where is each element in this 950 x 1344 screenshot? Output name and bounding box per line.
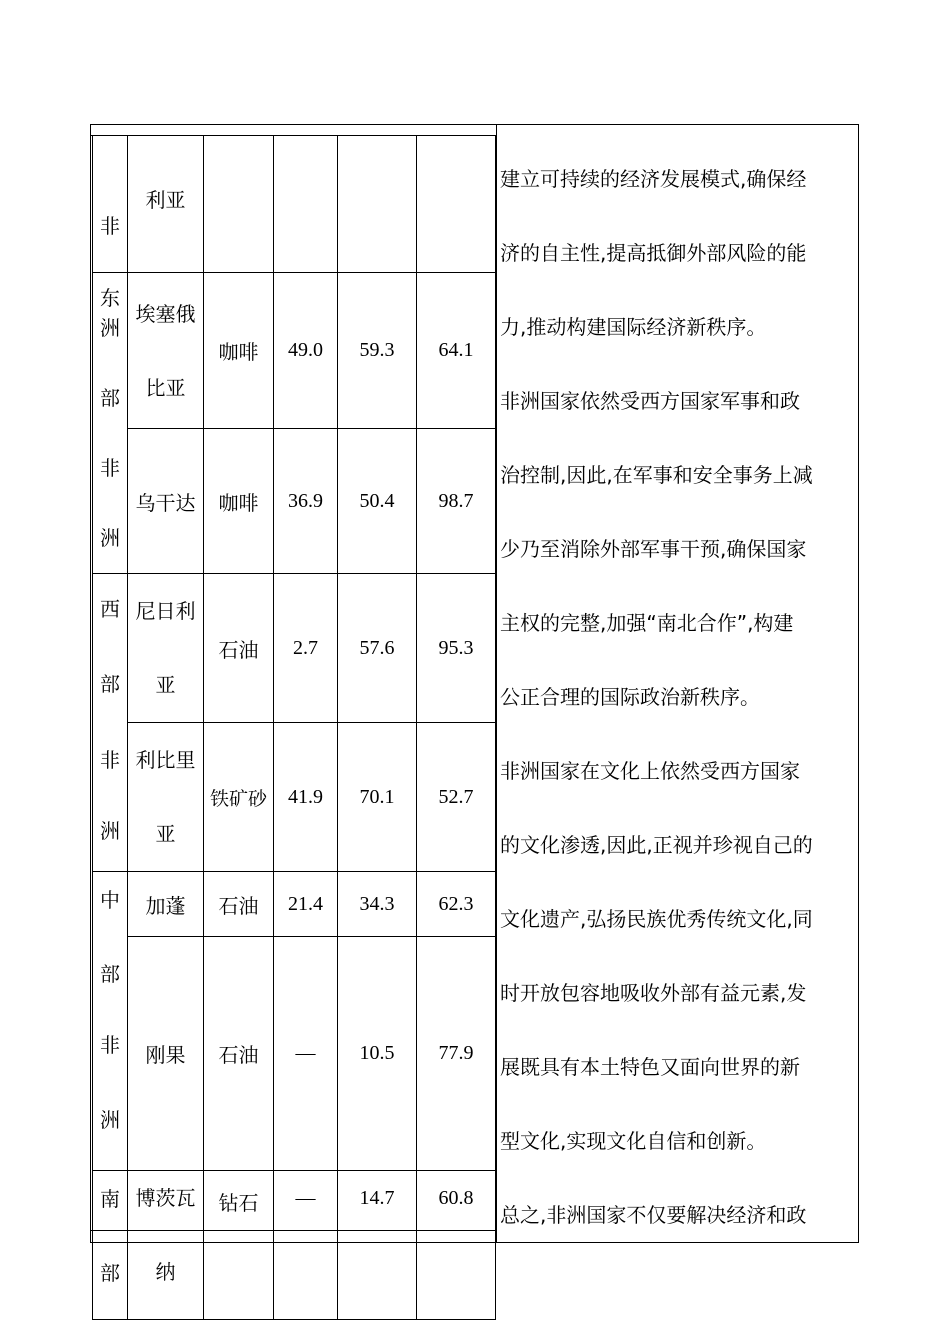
value-cell: — <box>274 937 338 1171</box>
text-line: 济的自主性,提高抵御外部风险的能 <box>500 241 807 265</box>
africa-export-table <box>92 135 496 1320</box>
region-cell-south <box>93 1171 128 1320</box>
value-cell: 62.3 <box>417 872 496 937</box>
region-char: 部 <box>100 672 120 696</box>
region-cell-central <box>93 872 128 1171</box>
table-row <box>93 273 496 429</box>
text-line: 力,推动构建国际经济新秩序。 <box>500 315 767 339</box>
value-cell: 77.9 <box>417 937 496 1171</box>
country-cell: 博茨瓦纳 <box>128 1171 204 1320</box>
text-line: 总之,非洲国家不仅要解决经济和政 <box>500 1203 807 1227</box>
commodity-cell: 钻石 <box>204 1171 274 1320</box>
value-cell: 95.3 <box>417 574 496 723</box>
value-cell: 49.0 <box>274 273 338 429</box>
value-cell: 57.6 <box>338 574 417 723</box>
commodity-cell: 铁矿砂 <box>204 723 274 872</box>
country-cell: 乌干达 <box>128 429 204 574</box>
country-cell: 利比里亚 <box>128 723 204 872</box>
region-cell-east-top <box>93 136 128 310</box>
region-char: 部 <box>100 386 120 410</box>
region-char: 部 <box>100 962 120 986</box>
commodity-cell: 石油 <box>204 574 274 723</box>
country-cell: 加蓬 <box>128 872 204 937</box>
commodity-cell: 石油 <box>204 872 274 937</box>
value-cell <box>274 136 338 273</box>
value-cell <box>338 136 417 273</box>
text-line: 公正合理的国际政治新秩序。 <box>500 685 760 709</box>
value-cell: 34.3 <box>338 872 417 937</box>
right-column-text <box>500 142 858 1252</box>
region-char: 中 <box>100 888 120 912</box>
country-cell: 刚果 <box>128 937 204 1171</box>
value-cell: 52.7 <box>417 723 496 872</box>
value-cell: 59.3 <box>338 273 417 429</box>
value-cell: 70.1 <box>338 723 417 872</box>
text-line: 时开放包容地吸收外部有益元素,发 <box>500 981 807 1005</box>
value-cell: 60.8 <box>417 1171 496 1320</box>
commodity-cell: 石油 <box>204 937 274 1171</box>
value-cell: 2.7 <box>274 574 338 723</box>
value-cell <box>417 136 496 273</box>
table-row <box>93 723 496 872</box>
text-line: 建立可持续的经济发展模式,确保经 <box>500 167 807 191</box>
country-cell: 利亚 <box>128 136 204 273</box>
value-cell: — <box>274 1171 338 1320</box>
country-cell: 尼日利亚 <box>128 574 204 723</box>
commodity-cell <box>204 136 274 273</box>
region-char: 洲 <box>100 1108 120 1132</box>
country-cell: 埃塞俄比亚 <box>128 273 204 429</box>
value-cell: 10.5 <box>338 937 417 1171</box>
table-row <box>93 574 496 723</box>
table-row <box>93 937 496 1171</box>
value-cell: 36.9 <box>274 429 338 574</box>
value-cell: 98.7 <box>417 429 496 574</box>
region-char: 非 <box>100 456 120 480</box>
table-row <box>93 1171 496 1320</box>
text-line: 非洲国家在文化上依然受西方国家 <box>500 759 800 783</box>
commodity-cell: 咖啡 <box>204 429 274 574</box>
text-line: 型文化,实现文化自信和创新。 <box>500 1129 767 1153</box>
text-line: 文化遗产,弘扬民族优秀传统文化,同 <box>500 907 813 931</box>
region-char: 部 <box>100 1261 120 1285</box>
region-char: 洲 <box>100 819 120 843</box>
commodity-cell: 咖啡 <box>204 273 274 429</box>
region-char: 西 <box>100 597 120 621</box>
region-char: 南 <box>100 1187 120 1211</box>
text-line: 的文化渗透,因此,正视并珍视自己的 <box>500 833 813 857</box>
region-cell-west <box>93 574 128 872</box>
region-cell-east <box>93 273 128 574</box>
table-row <box>93 136 496 273</box>
region-char: 东 <box>100 286 120 310</box>
value-cell: 41.9 <box>274 723 338 872</box>
value-cell: 14.7 <box>338 1171 417 1320</box>
text-line: 非洲国家依然受西方国家军事和政 <box>500 389 800 413</box>
region-char: 非 <box>100 214 120 238</box>
value-cell: 50.4 <box>338 429 417 574</box>
text-line: 展既具有本土特色又面向世界的新 <box>500 1055 800 1079</box>
text-line: 主权的完整,加强“南北合作”,构建 <box>500 611 794 635</box>
table-row <box>93 429 496 574</box>
region-char: 洲 <box>100 316 120 340</box>
region-char: 非 <box>100 748 120 772</box>
table-row <box>93 872 496 937</box>
value-cell: 64.1 <box>417 273 496 429</box>
text-line: 少乃至消除外部军事干预,确保国家 <box>500 537 807 561</box>
region-char: 洲 <box>100 526 120 550</box>
column-divider <box>496 124 497 1243</box>
region-char: 非 <box>100 1033 120 1057</box>
value-cell: 21.4 <box>274 872 338 937</box>
text-line: 治控制,因此,在军事和安全事务上减 <box>500 463 813 487</box>
